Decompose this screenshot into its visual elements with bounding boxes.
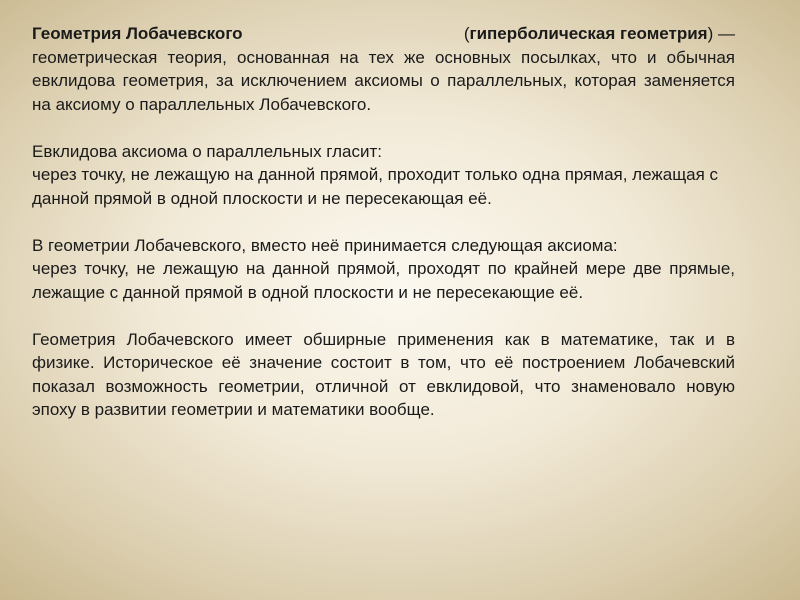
euclid-paragraph [32, 140, 735, 211]
lobachevsky-paragraph [32, 234, 735, 305]
lobachevsky-text: через точку, не лежащую на данной прямой, проходят по крайней мере две прямые, лежащие с данной прямой в одной плоскости и не пересекающие её. [32, 259, 735, 302]
paragraph-gap [32, 304, 735, 328]
euclid-text: через точку, не лежащую на данной прямой, проходит только одна прямая, лежащая с данной прямой в одной плоскости и не пересекающая её. [32, 165, 719, 208]
intro-alt-term-wrap [464, 22, 735, 46]
euclid-heading: Евклидова аксиома о параллельных гласит: [32, 141, 382, 161]
intro-first-line [32, 22, 735, 46]
intro-dash: — [718, 24, 735, 43]
conclusion-text: Геометрия Лобачевского имеет обширные применения как в математике, так и в физике. Историческое её значение состоит в том, что её построением Лобачевский показал возможность геометрии, отличной от евклидовой, что знаменовало новую эпоху в развитии геометрии и математики вообще. [32, 329, 735, 419]
intro-text: геометрическая теория, основанная на тех же основных посылках, что и обычная евклидова геометрия, за исключением аксиомы о параллельных, которая заменяется на аксиому о параллельных Лобачевского. [32, 47, 735, 114]
intro-paren-open: ( [463, 24, 470, 43]
conclusion-paragraph [32, 328, 735, 422]
lobachevsky-heading: В геометрии Лобачевского, вместо неё принимается следующая аксиома: [32, 235, 618, 255]
paragraph-gap [32, 116, 735, 140]
intro-term: Геометрия Лобачевского [32, 24, 243, 43]
paragraph-gap [32, 210, 735, 234]
slide-body [32, 22, 735, 422]
intro-paragraph [32, 22, 735, 116]
intro-alt-term: гиперболическая геометрия [469, 24, 708, 43]
intro-paren-close: ) [707, 24, 714, 43]
